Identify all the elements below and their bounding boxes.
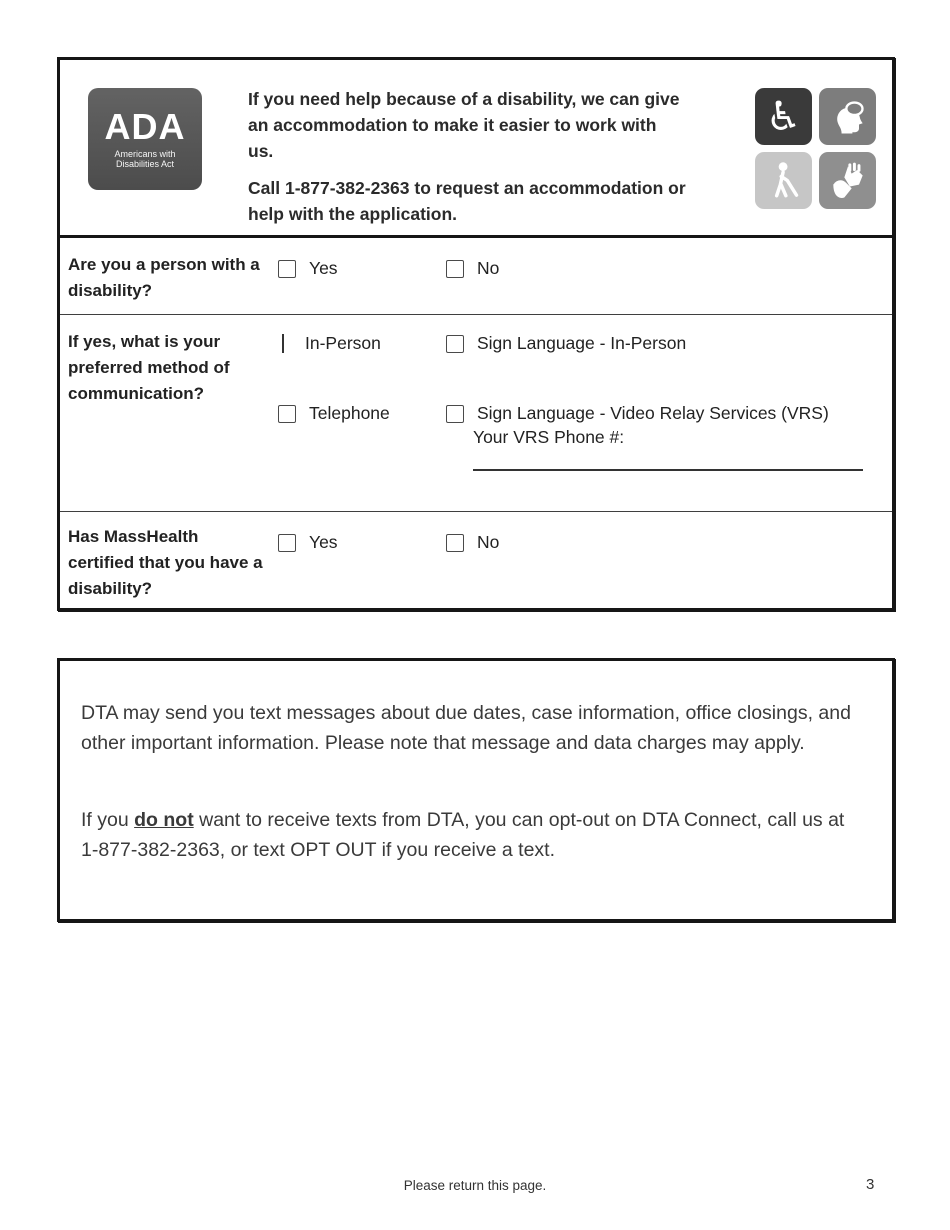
- checkbox-sign-language-in-person[interactable]: [446, 335, 464, 353]
- question-label: Has MassHealth certified that you have a disability?: [68, 527, 263, 598]
- option-no: [446, 258, 499, 279]
- checkbox-sign-language-vrs[interactable]: [446, 405, 464, 423]
- dta-text-messages-box: [57, 658, 895, 922]
- checkbox-disability-yes[interactable]: [278, 260, 296, 278]
- question-label: If yes, what is your preferred method of communication?: [68, 332, 230, 403]
- ada-header-text: [248, 86, 686, 227]
- option-label: Sign Language - Video Relay Services (VRS): [477, 403, 829, 423]
- vrs-phone-label: Your VRS Phone #:: [473, 427, 625, 447]
- option-yes: [278, 258, 338, 279]
- option-sign-language-vrs: [446, 403, 829, 424]
- accessibility-icon-grid: [755, 88, 876, 209]
- dta-texts-paragraph: DTA may send you text messages about due dates, case information, office closings, and other important information. Please note that message and data charges may apply.: [81, 702, 851, 754]
- option-no: [446, 532, 499, 553]
- ada-header: [60, 60, 892, 238]
- question-row-communication: [60, 314, 892, 511]
- dta-optout-paragraph: [81, 805, 862, 865]
- checkbox-disability-no[interactable]: [446, 260, 464, 278]
- checkbox-masshealth-yes[interactable]: [278, 534, 296, 552]
- optout-text-after: want to receive texts from DTA, you can opt-out on DTA Connect, call us at 1-877-382-2363, or text OPT OUT if you receive a text.: [81, 809, 845, 861]
- question-row-disability: [60, 238, 892, 314]
- option-sign-language-in-person: [446, 333, 686, 354]
- page-number: 3: [866, 1176, 875, 1193]
- speech-head-icon: [819, 88, 876, 145]
- option-yes: [278, 532, 338, 553]
- optout-text-before: If you: [81, 809, 135, 831]
- ada-accommodation-table: [57, 57, 895, 611]
- option-label: No: [477, 258, 500, 278]
- ada-help-paragraph: If you need help because of a disability, we can give an accommodation to make it easier to work with us.: [248, 89, 680, 161]
- cane-person-icon: [755, 152, 812, 209]
- question-row-masshealth: [60, 511, 892, 608]
- checkbox-in-person[interactable]: [282, 334, 284, 353]
- return-page-note: Please return this page.: [403, 1178, 547, 1193]
- question-label: Are you a person with a disability?: [68, 255, 260, 300]
- vrs-phone-input-line[interactable]: [473, 469, 863, 471]
- ada-call-paragraph: Call 1-877-382-2363 to request an accommodation or help with the application.: [248, 178, 686, 224]
- option-telephone: [278, 403, 390, 424]
- option-label: Sign Language - In-Person: [477, 333, 687, 353]
- wheelchair-icon: ♿: [755, 88, 812, 145]
- option-label: Telephone: [309, 403, 390, 423]
- sign-language-icon: [819, 152, 876, 209]
- option-label: No: [477, 532, 500, 552]
- option-in-person: [274, 333, 381, 354]
- option-label: Yes: [309, 532, 338, 552]
- option-label: Yes: [309, 258, 338, 278]
- checkbox-masshealth-no[interactable]: [446, 534, 464, 552]
- optout-emphasis: do not: [134, 809, 194, 831]
- checkbox-telephone[interactable]: [278, 405, 296, 423]
- ada-logo-text: ADA: [104, 106, 186, 147]
- ada-logo: [88, 88, 202, 190]
- ada-logo-subtext: Americans with Disabilities Act: [114, 149, 176, 169]
- option-label: In-Person: [305, 333, 381, 353]
